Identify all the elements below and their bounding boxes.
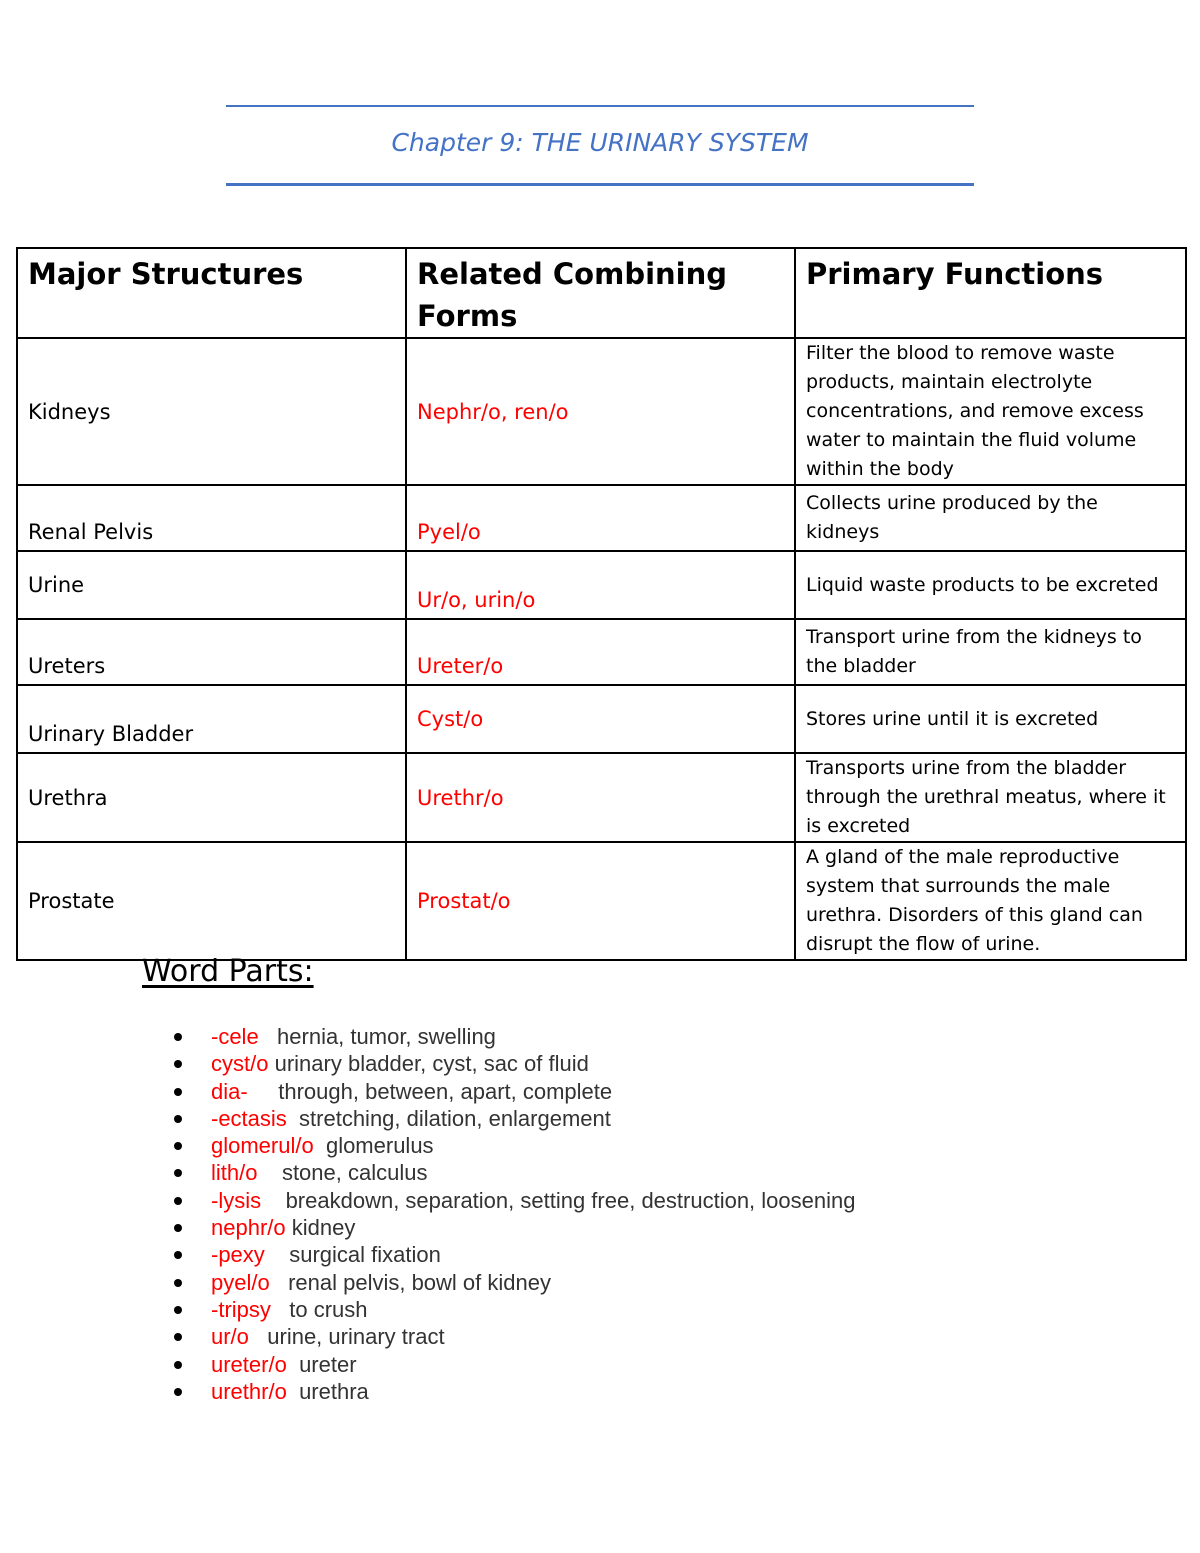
list-item xyxy=(174,1159,855,1186)
combining-form-cell: Prostat/o xyxy=(406,842,795,960)
bullet-icon xyxy=(174,1251,182,1259)
title-rule-bottom xyxy=(226,183,974,186)
bullet-icon xyxy=(174,1306,182,1314)
list-item xyxy=(174,1105,855,1132)
function-cell: Stores urine until it is excreted xyxy=(795,685,1186,753)
header-primary-functions: Primary Functions xyxy=(795,248,1186,338)
structure-cell: Urine xyxy=(17,551,406,619)
function-cell: A gland of the male reproductive system that surrounds the male urethra. Disorders of this gland can disrupt the flow of urine. xyxy=(795,842,1186,960)
word-part-definition: hernia, tumor, swelling xyxy=(277,1024,496,1049)
title-rule-top xyxy=(226,105,974,107)
word-part-definition: breakdown, separation, setting free, destruction, loosening xyxy=(285,1187,856,1213)
table-row xyxy=(17,338,1186,485)
word-parts-heading: Word Parts: xyxy=(142,954,314,989)
combining-form-cell: Cyst/o xyxy=(406,685,795,753)
header-major-structures: Major Structures xyxy=(17,248,406,338)
list-item xyxy=(174,1132,855,1159)
list-item xyxy=(174,1214,855,1241)
word-part-definition: urethra xyxy=(299,1378,369,1404)
word-part-term: glomerul/o xyxy=(211,1133,314,1159)
structure-cell: Prostate xyxy=(17,842,406,960)
bullet-icon xyxy=(174,1361,182,1369)
list-item xyxy=(174,1351,855,1378)
structure-cell: Urinary Bladder xyxy=(17,685,406,753)
bullet-icon xyxy=(174,1033,182,1041)
table-header-row xyxy=(17,248,1186,338)
page-title: Chapter 9: THE URINARY SYSTEM xyxy=(391,128,809,157)
bullet-icon xyxy=(174,1333,182,1341)
combining-form-cell: Urethr/o xyxy=(406,753,795,842)
function-cell: Liquid waste products to be excreted xyxy=(795,551,1186,619)
structure-cell: Ureters xyxy=(17,619,406,685)
word-part-term: urethr/o xyxy=(211,1378,287,1404)
list-item xyxy=(174,1078,855,1105)
word-part-definition: stone, calculus xyxy=(281,1160,428,1186)
word-part-term: -lysis xyxy=(211,1187,262,1213)
word-part-definition: renal pelvis, bowl of kidney xyxy=(288,1269,551,1295)
word-part-definition: stretching, dilation, enlargement xyxy=(299,1105,611,1131)
bullet-icon xyxy=(174,1197,182,1205)
bullet-icon xyxy=(174,1224,182,1232)
word-part-definition: through, between, apart, complete xyxy=(278,1078,613,1104)
combining-form-cell: Nephr/o, ren/o xyxy=(406,338,795,485)
word-part-definition: urine, urinary tract xyxy=(267,1324,445,1350)
function-cell: Filter the blood to remove waste products, maintain electrolyte concentrations, and remove excess water to maintain the fluid volume within the body xyxy=(795,338,1186,485)
word-part-definition: ureter xyxy=(299,1351,357,1377)
bullet-icon xyxy=(174,1279,182,1287)
combining-form-cell: Ureter/o xyxy=(406,619,795,685)
combining-form-cell: Ur/o, urin/o xyxy=(406,551,795,619)
word-part-term: dia- xyxy=(211,1078,248,1104)
word-part-definition: surgical fixation xyxy=(289,1242,441,1268)
list-item xyxy=(174,1050,855,1077)
word-part-term: ur/o xyxy=(211,1324,249,1350)
bullet-icon xyxy=(174,1388,182,1396)
list-item xyxy=(174,1323,855,1350)
word-part-definition: glomerulus xyxy=(325,1133,434,1159)
bullet-icon xyxy=(174,1169,182,1177)
structure-cell: Urethra xyxy=(17,753,406,842)
word-part-term: nephr/o xyxy=(211,1215,286,1241)
word-part-term: pyel/o xyxy=(211,1269,270,1295)
table-row xyxy=(17,685,1186,753)
table-row xyxy=(17,842,1186,960)
structure-cell: Kidneys xyxy=(17,338,406,485)
bullet-icon xyxy=(174,1088,182,1096)
list-item xyxy=(174,1378,855,1405)
bullet-icon xyxy=(174,1115,182,1123)
structure-cell: Renal Pelvis xyxy=(17,485,406,551)
table-row xyxy=(17,551,1186,619)
word-part-definition: to crush xyxy=(289,1296,368,1322)
list-item xyxy=(174,1241,855,1268)
word-part-term: cyst/o xyxy=(211,1051,269,1077)
word-part-definition: kidney xyxy=(291,1215,356,1241)
table-row xyxy=(17,485,1186,551)
table-row xyxy=(17,619,1186,685)
word-part-term: -ectasis xyxy=(211,1105,287,1131)
word-part-term: ureter/o xyxy=(211,1351,287,1377)
function-cell: Transport urine from the kidneys to the bladder xyxy=(795,619,1186,685)
header-combining-forms: Related Combining Forms xyxy=(406,248,795,338)
function-cell: Collects urine produced by the kidneys xyxy=(795,485,1186,551)
table-row xyxy=(17,753,1186,842)
combining-form-cell: Pyel/o xyxy=(406,485,795,551)
bullet-icon xyxy=(174,1142,182,1150)
list-item xyxy=(174,1023,855,1050)
word-part-term: -pexy xyxy=(211,1242,265,1268)
list-item xyxy=(174,1296,855,1323)
list-item xyxy=(174,1269,855,1296)
word-part-term: lith/o xyxy=(211,1160,258,1186)
function-cell: Transports urine from the bladder through the urethral meatus, where it is excreted xyxy=(795,753,1186,842)
word-part-term: -cele xyxy=(211,1024,259,1049)
bullet-icon xyxy=(174,1060,182,1068)
word-parts-list xyxy=(174,1023,855,1405)
word-part-definition: urinary bladder, cyst, sac of fluid xyxy=(274,1051,589,1077)
word-part-term: -tripsy xyxy=(211,1296,271,1322)
urinary-structures-table xyxy=(16,247,1187,961)
list-item xyxy=(174,1187,855,1214)
